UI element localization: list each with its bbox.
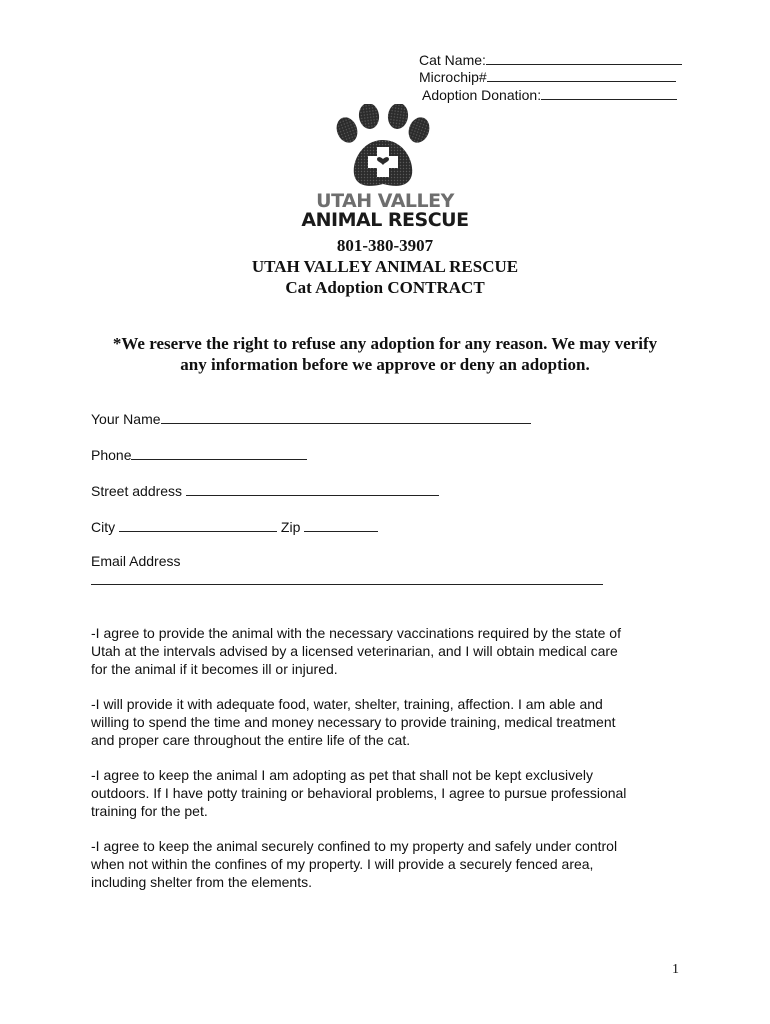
phone-number: 801-380-3907 <box>336 236 434 255</box>
agreement-line: training for the pet. <box>91 803 208 819</box>
logo-line2: ANIMAL RESCUE <box>301 209 469 231</box>
street-line[interactable] <box>186 481 439 496</box>
agreement-line: outdoors. If I have potty training or behavioral problems, I agree to pursue professional <box>91 785 627 801</box>
street-field <box>91 481 439 500</box>
notice-line2: any information before we approve or deny an adoption. <box>180 355 590 374</box>
agreement-line: willing to spend the time and money necessary to provide training, medical treatment <box>91 714 616 730</box>
agreement-vaccinations <box>91 624 691 678</box>
agreement-line: -I agree to provide the animal with the necessary vaccinations required by the state of <box>91 625 621 641</box>
agreement-indoor <box>91 766 691 820</box>
your-name-line[interactable] <box>161 409 531 424</box>
zip-line[interactable] <box>304 517 378 532</box>
email-line[interactable] <box>91 584 603 585</box>
org-name: UTAH VALLEY ANIMAL RESCUE <box>251 257 519 276</box>
agreement-line: -I agree to keep the animal securely confined to my property and safely under control <box>91 838 618 854</box>
adoption-donation-label: Adoption Donation: <box>422 87 542 103</box>
agreement-line: when not within the confines of my property. I will provide a securely fenced area, <box>91 856 594 872</box>
agreement-line: -I will provide it with adequate food, water, shelter, training, affection. I am able and <box>91 696 603 712</box>
your-name-label: Your Name <box>91 411 161 427</box>
agreement-care <box>91 695 691 749</box>
city-label: City <box>91 519 116 535</box>
cat-name-label: Cat Name: <box>419 52 486 68</box>
agreement-line: and proper care throughout the entire life of the cat. <box>91 732 411 748</box>
document-title: Cat Adoption CONTRACT <box>285 278 485 297</box>
paw-medical-cross-icon <box>330 104 440 190</box>
logo-line1: UTAH VALLEY <box>316 190 454 212</box>
cat-name-line[interactable] <box>486 50 682 65</box>
agreement-line: for the animal if it becomes ill or injured. <box>91 661 338 677</box>
page-number: 1 <box>672 962 679 977</box>
phone-line[interactable] <box>131 445 307 460</box>
agreement-line: -I agree to keep the animal I am adopting as pet that shall not be kept exclusively <box>91 767 593 783</box>
notice-line1: *We reserve the right to refuse any adoption for any reason. We may verify <box>112 334 658 353</box>
city-zip-field <box>91 517 378 536</box>
phone-field <box>91 445 307 464</box>
your-name-field <box>91 409 531 428</box>
email-label: Email Address <box>91 553 181 569</box>
microchip-line[interactable] <box>487 67 676 82</box>
phone-label: Phone <box>91 447 132 463</box>
adoption-donation-line[interactable] <box>541 85 677 100</box>
zip-label: Zip <box>280 519 301 535</box>
microchip-label: Microchip# <box>419 69 487 85</box>
street-label: Street address <box>91 483 183 499</box>
agreement-line: Utah at the intervals advised by a licensed veterinarian, and I will obtain medical care <box>91 643 618 659</box>
agreement-confinement <box>91 837 691 891</box>
adoption-donation-field <box>422 85 677 104</box>
city-line[interactable] <box>119 517 277 532</box>
microchip-field <box>419 67 676 86</box>
agreement-line: including shelter from the elements. <box>91 874 312 890</box>
